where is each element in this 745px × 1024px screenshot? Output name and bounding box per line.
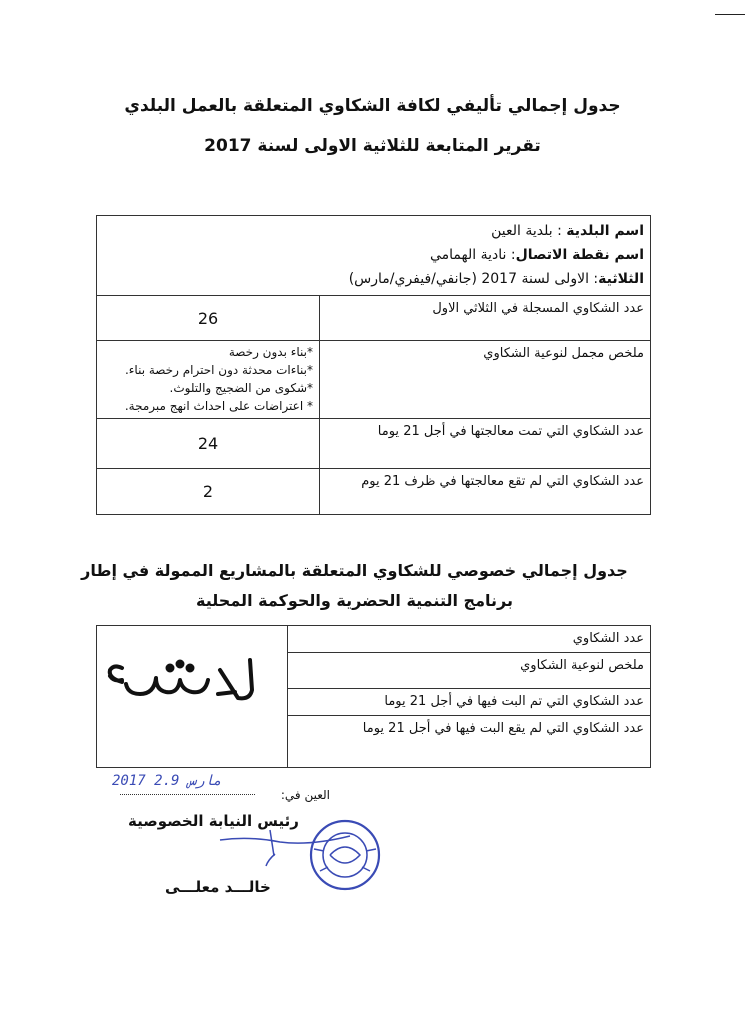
section2-title: جدول إجمالي خصوصي للشكاوي المتعلقة بالمشاريع الممولة في إطار برنامج التنمية الحضرية والحوكمة المحلية [81, 561, 628, 610]
table-row [97, 419, 651, 469]
registered-complaints-value: 26 [97, 296, 320, 341]
municipality-line [103, 219, 644, 243]
page-edge-mark [715, 14, 745, 15]
unprocessed-complaints-label: عدد الشكاوي التي لم تقع معالجتها في ظرف 21 يوم [320, 469, 651, 515]
table-row [97, 296, 651, 341]
unprocessed-complaints-value: 2 [97, 469, 320, 515]
info-row [97, 216, 651, 296]
quarter-line [103, 267, 644, 291]
official-stamp [300, 815, 390, 895]
list-item: * اعتراضات على احداث انهج مبرمجة. [124, 399, 313, 413]
contact-line [103, 243, 644, 267]
quarter-label: الثلاثية [598, 271, 644, 287]
signature-date: 2017 2.9 مارس [112, 773, 222, 789]
municipality-value: : بلدية العين [491, 223, 567, 239]
registered-complaints-label: عدد الشكاوي المسجلة في الثلاثي الاول [320, 296, 651, 341]
table-row [97, 469, 651, 515]
list-item: *شكوى من الضجيج والتلوث. [169, 381, 313, 395]
complaint-types-label-2: ملخص لنوعية الشكاوي [288, 653, 651, 689]
document-subtitle: تقرير المتابعة للثلاثية الاولى لسنة 2017 [204, 136, 541, 156]
table-row [97, 626, 651, 653]
document-title: جدول إجمالي تأليفي لكافة الشكاوي المتعلقة بالعمل البلدي [124, 96, 621, 116]
list-item: *بناءات محدثة دون احترام رخصة بناء. [124, 363, 313, 377]
processed-complaints-label: عدد الشكاوي التي تمت معالجتها في أجل 21 يوما [320, 419, 651, 469]
quarter-value: : الاولى لسنة 2017 (جانفي/فيفري/مارس) [348, 271, 599, 287]
table-row [97, 341, 651, 419]
handwritten-nothing-annotation [100, 650, 270, 710]
decided-complaints-label: عدد الشكاوي التي تم البت فيها في أجل 21 يوما [288, 689, 651, 716]
complaint-types-label: ملخص مجمل لنوعية الشكاوي [320, 341, 651, 419]
info-cell [97, 216, 651, 296]
contact-label: اسم نقطة الاتصال [515, 247, 644, 263]
list-item: *بناء بدون رخصة [228, 345, 313, 359]
complaint-types-list [97, 341, 320, 419]
municipality-label: اسم البلدية [566, 223, 644, 239]
complaints-count-label: عدد الشكاوي [288, 626, 651, 653]
signature-place: العين في: [280, 788, 330, 802]
signatory-role: رئيس النيابة الخصوصية [128, 812, 299, 830]
complaints-summary-table [96, 215, 651, 515]
date-dotted-line [120, 794, 255, 795]
undecided-complaints-label: عدد الشكاوي التي لم يقع البت فيها في أجل 21 يوما [288, 716, 651, 768]
contact-value: : نادية الهمامي [430, 247, 516, 263]
processed-complaints-value: 24 [97, 419, 320, 469]
signatory-name: خالـــد معلـــى [165, 878, 271, 896]
